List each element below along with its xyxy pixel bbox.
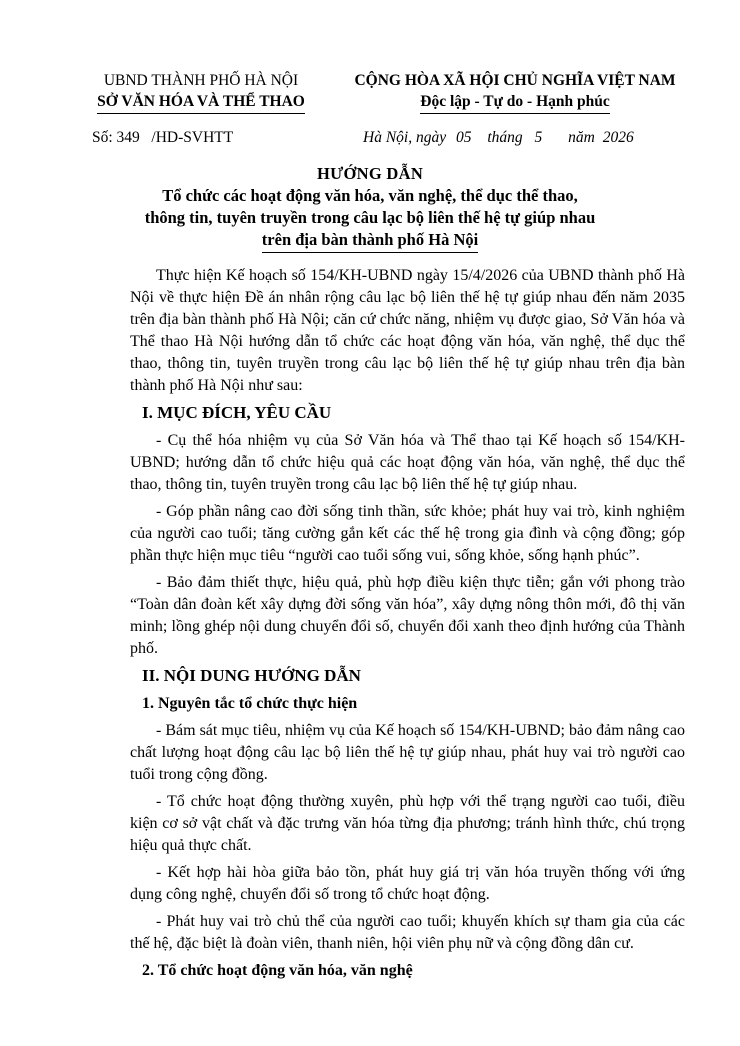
date-day: 05: [455, 129, 472, 146]
paragraph: - Góp phần nâng cao đời sống tinh thần, sức khỏe; phát huy vai trò, kinh nghiệm của người cao tuổi; tăng cường gắn kết các thế hệ trong gia đình và cộng đồng; góp phần thực hiện mục tiêu “người cao tuổi sống vui, sống khỏe, sống hạnh phúc”.: [130, 503, 685, 564]
document-body: [130, 265, 685, 987]
paragraph: - Phát huy vai trò chủ thể của người cao tuổi; khuyến khích sự tham gia của các thế hệ, đặc biệt là đoàn viên, thanh niên, hội viên phụ nữ và cộng đồng dân cư.: [130, 913, 685, 952]
title-line-3: trên địa bàn thành phố Hà Nội: [262, 229, 478, 253]
subsection-heading-1: 1. Nguyên tắc tổ chức thực hiện: [142, 695, 358, 712]
title-line-1: Tổ chức các hoạt động văn hóa, văn nghệ, thể dục thể thao,: [162, 186, 578, 205]
paragraph: - Bảo đảm thiết thực, hiệu quả, phù hợp điều kiện thực tiễn; gắn với phong trào “Toàn dân đoàn kết xây dựng đời sống văn hóa”, xây dựng nông thôn mới, đô thị văn minh; lồng ghép nội dung chuyển đổi số, chuyển đổi xanh theo định hướng của Thành phố.: [130, 574, 685, 657]
date-month-label: tháng: [487, 129, 523, 146]
date-prefix: Hà Nội, ngày: [363, 129, 447, 146]
title-type: HƯỚNG DẪN: [316, 164, 424, 183]
paragraph: - Cụ thể hóa nhiệm vụ của Sở Văn hóa và Thể thao tại Kế hoạch số 154/KH-UBND; hướng dẫn tổ chức hiệu quả các hoạt động văn hóa, văn nghệ, thể dục thể thao, thông tin, tuyên truyền trong câu lạc bộ liên thế hệ tự giúp nhau.: [130, 432, 685, 493]
paragraph: - Kết hợp hài hòa giữa bảo tồn, phát huy giá trị văn hóa truyền thống với ứng dụng công nghệ, chuyển đổi số trong tổ chức hoạt động.: [130, 864, 685, 903]
country-name: CỘNG HÒA XÃ HỘI CHỦ NGHĨA VIỆT NAM: [354, 72, 676, 89]
paragraph: - Tổ chức hoạt động thường xuyên, phù hợp với thể trạng người cao tuổi, điều kiện cơ sở vật chất và đặc trưng văn hóa từng địa phương; tránh hình thức, chú trọng hiệu quả thực chất.: [130, 793, 685, 854]
paragraph: - Bám sát mục tiêu, nhiệm vụ của Kế hoạch số 154/KH-UBND; bảo đảm nâng cao chất lượng hoạt động câu lạc bộ liên thế hệ tự giúp nhau, phát huy vai trò người cao tuổi trong cộng đồng.: [130, 722, 685, 783]
motto: Độc lập - Tự do - Hạnh phúc: [420, 91, 609, 114]
title-line-2: thông tin, tuyên truyền trong câu lạc bộ liên thế hệ tự giúp nhau: [144, 208, 596, 227]
section-heading-1: I. MỤC ĐÍCH, YÊU CẦU: [142, 403, 332, 422]
date-month: 5: [534, 129, 543, 146]
date-year-label: năm: [568, 129, 595, 146]
authority-parent: UBND THÀNH PHỐ HÀ NỘI: [103, 72, 299, 89]
subsection-heading-2: 2. Tổ chức hoạt động văn hóa, văn nghệ: [142, 962, 413, 979]
document-number: Số: 349 /HD-SVHTT: [92, 129, 234, 146]
issue-date: [363, 129, 634, 147]
authority-name: SỞ VĂN HÓA VÀ THỂ THAO: [97, 91, 305, 114]
date-year: 2026: [602, 129, 634, 146]
section-heading-2: II. NỘI DUNG HƯỚNG DẪN: [142, 666, 361, 685]
intro-paragraph: Thực hiện Kế hoạch số 154/KH-UBND ngày 15/4/2026 của UBND thành phố Hà Nội về thực hiện Đề án nhân rộng câu lạc bộ liên thế hệ tự giúp nhau đến năm 2035 trên địa bàn thành phố Hà Nội; căn cứ chức năng, nhiệm vụ được giao, Sở Văn hóa và Thể thao Hà Nội hướng dẫn tổ chức các hoạt động văn hóa, văn nghệ, thể dục thể thao, thông tin, tuyên truyền trong câu lạc bộ liên thế hệ tự giúp nhau trên địa bàn thành phố Hà Nội như sau:: [130, 267, 685, 394]
issuing-authority: [70, 70, 332, 114]
national-motto: [330, 70, 700, 114]
document-title: [60, 163, 680, 253]
